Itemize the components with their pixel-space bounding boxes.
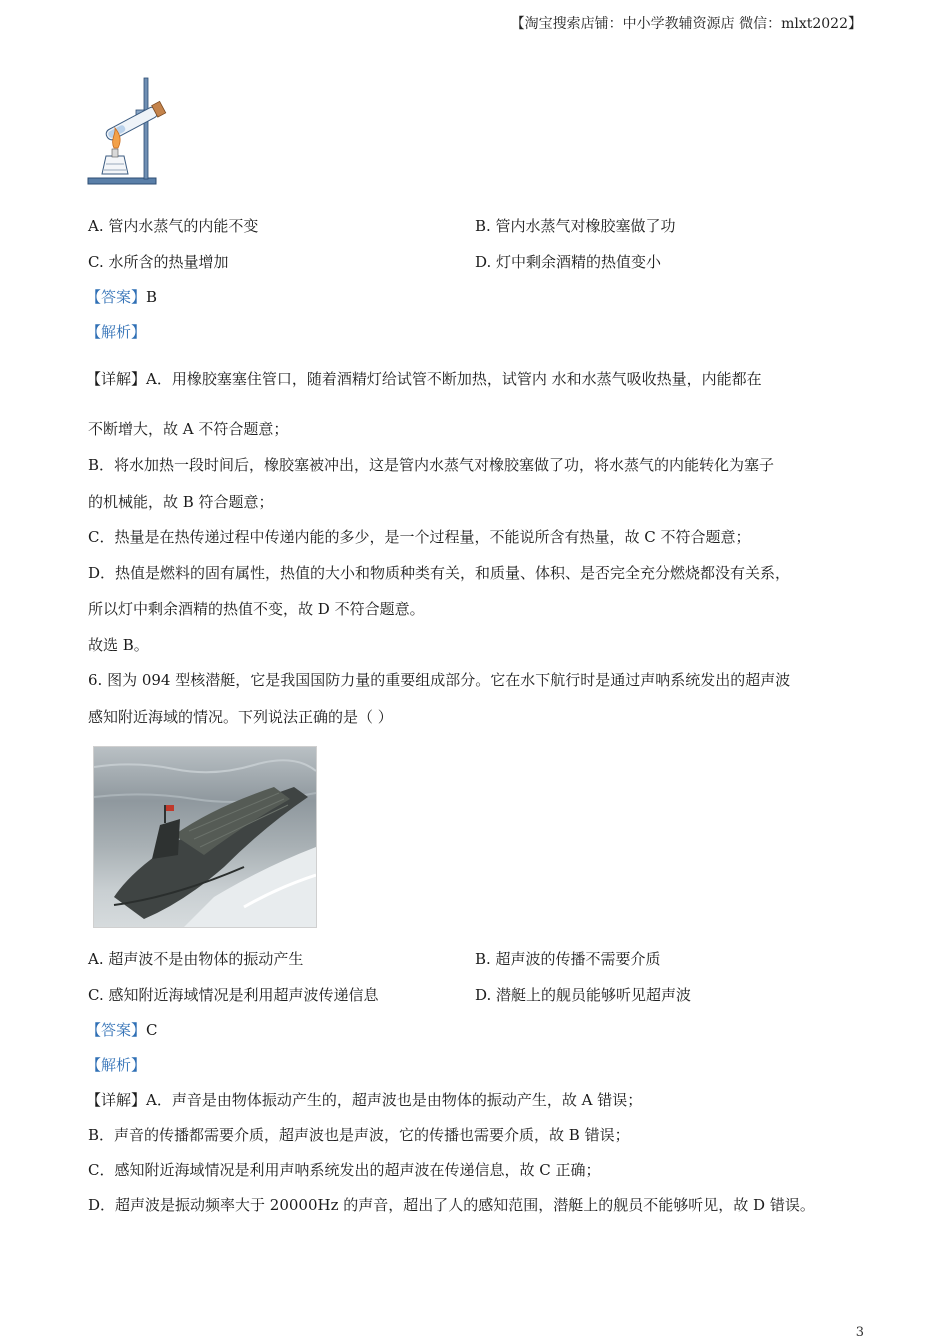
page-number: 3 <box>855 1325 864 1340</box>
q5-option-b: B. 管内水蒸气对橡胶塞做了功 <box>475 217 676 235</box>
q6-option-a: A. 超声波不是由物体的振动产生 <box>88 950 304 968</box>
answer-label: 【答案】 <box>86 288 147 306</box>
q5-option-c: C. 水所含的热量增加 <box>88 253 229 271</box>
q5-detail-line-7: 故选 B。 <box>88 636 149 654</box>
q5-analysis-label: 【解析】 <box>86 323 147 341</box>
submarine-icon <box>94 747 316 927</box>
test-tube-heating-figure <box>84 74 180 188</box>
answer-label: 【答案】 <box>86 1021 147 1039</box>
q6-stem-line-0: 6. 图为 094 型核潜艇，它是我国国防力量的重要组成部分。它在水下航行时是通过声呐系统发出的超声波 <box>88 671 791 689</box>
q5-option-a: A. 管内水蒸气的内能不变 <box>88 217 259 235</box>
q5-detail-line-2: B．将水加热一段时间后，橡胶塞被冲出，这是管内水蒸气对橡胶塞做了功，将水蒸气的内能转化为塞子 <box>88 456 775 474</box>
answer-value: C <box>146 1021 158 1039</box>
q6-answer <box>86 1019 158 1040</box>
page-header: 【淘宝搜索店铺：中小学教辅资源店 微信：mlxt2022】 <box>510 16 862 32</box>
q5-detail-line-4: C．热量是在热传递过程中传递内能的多少，是一个过程量，不能说所含有热量，故 C 不符合题意； <box>88 528 751 546</box>
q5-detail-line-6: 所以灯中剩余酒精的热值不变，故 D 不符合题意。 <box>88 600 425 618</box>
answer-value: B <box>146 288 158 306</box>
q5-detail-line-5: D．热值是燃料的固有属性，热值的大小和物质种类有关，和质量、体积、是否完全充分燃烧都没有关系， <box>88 564 791 582</box>
detail-text: A．声音是由物体振动产生的，超声波也是由物体的振动产生，故 A 错误； <box>146 1091 643 1109</box>
q5-detail-line-1: 不断增大，故 A 不符合题意； <box>88 420 289 438</box>
detail-label: 【详解】 <box>86 370 147 388</box>
detail-label: 【详解】 <box>86 1091 147 1109</box>
q6-option-d: D. 潜艇上的舰员能够听见超声波 <box>475 986 692 1004</box>
detail-text: A．用橡胶塞塞住管口，随着酒精灯给试管不断加热，试管内 水和水蒸气吸收热量，内能都在 <box>146 370 762 388</box>
q5-answer <box>86 286 157 307</box>
q6-detail-line-0 <box>86 1089 642 1110</box>
q6-detail-line-3: D．超声波是振动频率大于 20000Hz 的声音，超出了人的感知范围，潜艇上的舰员不能够听见，故 D 错误。 <box>88 1196 815 1214</box>
q5-detail-line-0 <box>86 368 762 389</box>
q6-detail-line-2: C．感知附近海域情况是利用声呐系统发出的超声波在传递信息，故 C 正确； <box>88 1161 601 1179</box>
submarine-photo <box>93 746 317 928</box>
q6-option-b: B. 超声波的传播不需要介质 <box>475 950 661 968</box>
q6-stem-line-1: 感知附近海域的情况。下列说法正确的是（ ） <box>88 708 393 726</box>
q5-detail-line-3: 的机械能，故 B 符合题意； <box>88 493 274 511</box>
q6-option-c: C. 感知附近海域情况是利用超声波传递信息 <box>88 986 379 1004</box>
q6-detail-line-1: B．声音的传播都需要介质，超声波也是声波，它的传播也需要介质，故 B 错误； <box>88 1126 630 1144</box>
q6-analysis-label: 【解析】 <box>86 1056 147 1074</box>
q5-option-d: D. 灯中剩余酒精的热值变小 <box>475 253 662 271</box>
